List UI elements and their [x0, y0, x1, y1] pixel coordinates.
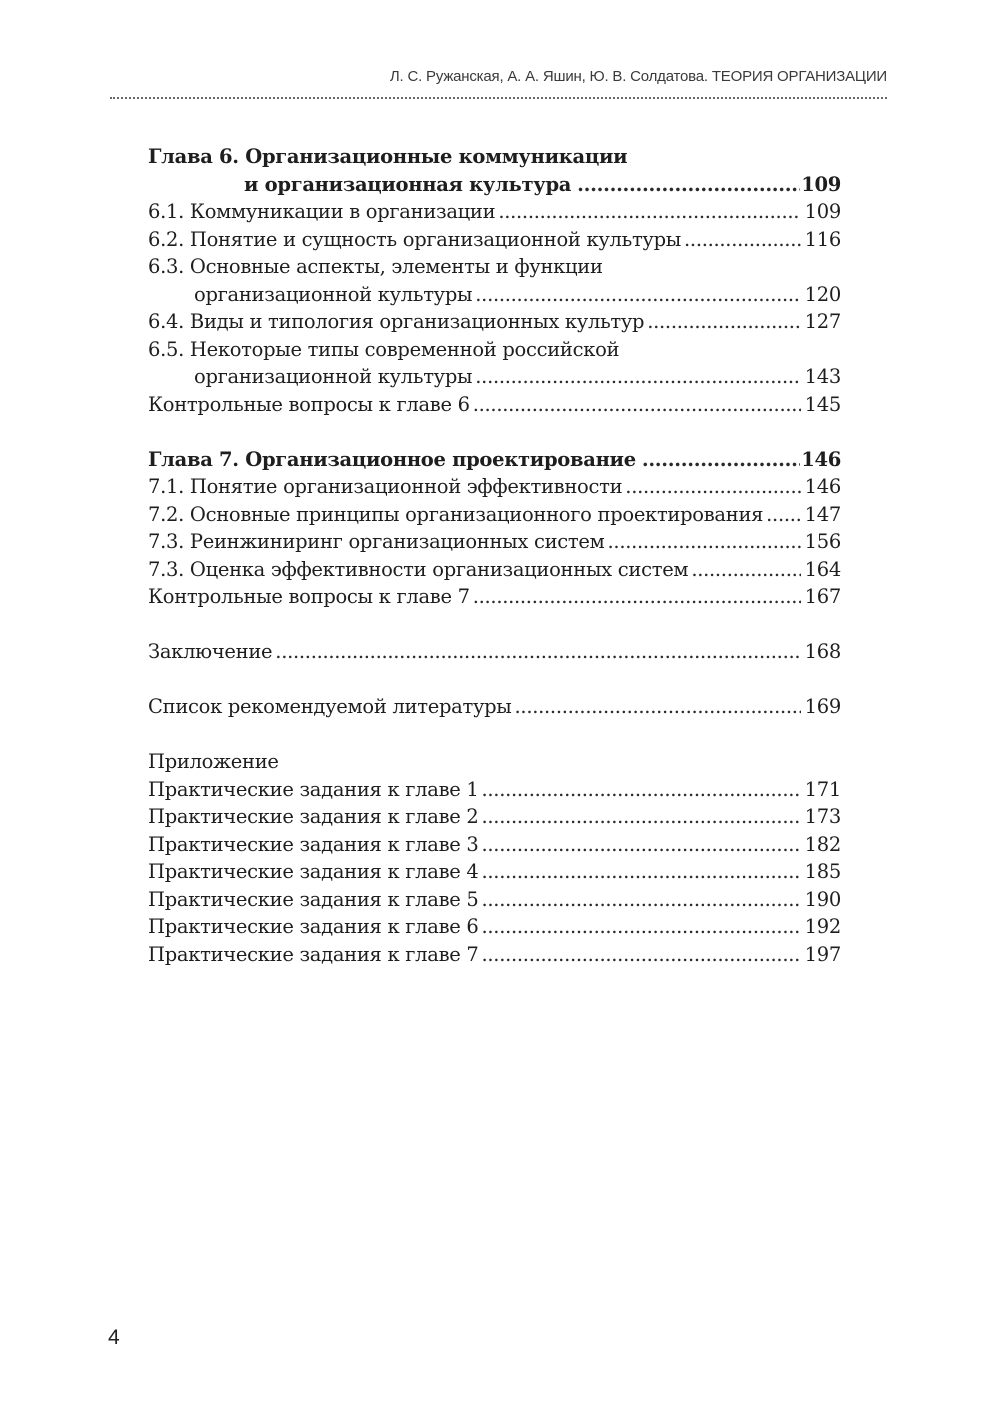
toc-page-number: 156	[804, 530, 841, 553]
toc-page-number: 143	[804, 365, 841, 388]
toc-entry-title: 6.2. Понятие и сущность организационной культуры	[148, 227, 682, 251]
toc-page-number: 146	[801, 447, 841, 471]
toc-entry-title: 6.3. Основные аспекты, элементы и функции	[148, 255, 603, 278]
dot-leader	[275, 638, 800, 666]
toc-entry-title: 6.4. Виды и типология организационных культур	[148, 310, 645, 333]
toc-entry-appendix-4[interactable]	[148, 858, 841, 886]
spacer	[148, 611, 841, 639]
toc-chapter-6-heading[interactable]	[148, 171, 841, 199]
dot-leader	[608, 528, 801, 556]
toc-entry-6-5-line1	[148, 336, 841, 364]
spacer	[148, 721, 841, 749]
toc-page-number: 109	[804, 200, 841, 223]
toc-entry-7-2[interactable]	[148, 501, 841, 529]
dot-leader	[515, 693, 801, 721]
dot-leader	[473, 391, 801, 419]
dot-leader	[625, 473, 800, 501]
toc-entry-title: Практические задания к главе 7	[148, 942, 479, 966]
toc-entry-title: Контрольные вопросы к главе 6	[148, 392, 470, 416]
dot-leader	[482, 858, 801, 886]
toc-entry-title: Практические задания к главе 6	[148, 915, 479, 938]
toc-entry-title: Приложение	[148, 750, 279, 773]
toc-chapter-7-heading[interactable]	[148, 446, 841, 474]
dot-leader	[577, 171, 800, 199]
toc-page-number: 116	[804, 227, 841, 251]
toc-page-number: 146	[804, 475, 841, 498]
toc-entry-title: организационной культуры	[194, 282, 473, 306]
toc-entry-7-questions[interactable]	[148, 583, 841, 611]
dot-leader	[482, 831, 801, 859]
toc-entry-title: 6.1. Коммуникации в организации	[148, 200, 496, 223]
toc-chapter-6-heading-line1	[148, 143, 841, 171]
toc-entry-title: 7.3. Реинжиниринг организационных систем	[148, 530, 605, 553]
dot-leader	[642, 446, 800, 474]
dot-leader	[482, 913, 801, 941]
spacer	[148, 418, 841, 446]
toc-page-number: 185	[804, 860, 841, 883]
toc-entry-appendix-3[interactable]	[148, 831, 841, 859]
toc-entry-6-3-line1	[148, 253, 841, 281]
toc-page-number: 190	[804, 887, 841, 911]
toc-page-number: 197	[804, 942, 841, 966]
header-dotted-rule	[110, 97, 887, 99]
dot-leader	[766, 501, 801, 529]
toc-page-number: 168	[804, 640, 841, 663]
toc-entry-title: организационной культуры	[194, 365, 473, 388]
toc-page-number: 120	[804, 282, 841, 306]
toc-appendix-heading	[148, 748, 841, 776]
toc-entry-title: 7.3. Оценка эффективности организационных систем	[148, 557, 689, 581]
toc-entry-6-4[interactable]	[148, 308, 841, 336]
toc-entry-title: 7.2. Основные принципы организационного проектирования	[148, 502, 764, 526]
toc-entry-7-3[interactable]	[148, 528, 841, 556]
toc-entry-title: Практические задания к главе 3	[148, 832, 479, 856]
toc-entry-6-questions[interactable]	[148, 391, 841, 419]
toc-page-number: 164	[804, 557, 841, 581]
toc-entry-references[interactable]	[148, 693, 841, 721]
toc-entry-title: Контрольные вопросы к главе 7	[148, 585, 470, 608]
toc-entry-appendix-1[interactable]	[148, 776, 841, 804]
toc-entry-appendix-6[interactable]	[148, 913, 841, 941]
toc-entry-title: Заключение	[148, 640, 273, 663]
toc-entry-title: Практические задания к главе 5	[148, 887, 479, 911]
dot-leader	[647, 308, 800, 336]
toc-entry-title: Практические задания к главе 1	[148, 777, 479, 801]
dot-leader	[482, 803, 801, 831]
toc-entry-appendix-2[interactable]	[148, 803, 841, 831]
toc-page-number: 182	[804, 832, 841, 856]
toc-entry-6-1[interactable]	[148, 198, 841, 226]
toc-entry-appendix-5[interactable]	[148, 886, 841, 914]
toc-entry-appendix-7[interactable]	[148, 941, 841, 969]
toc-entry-6-3[interactable]	[148, 281, 841, 309]
dot-leader	[482, 941, 801, 969]
toc-entry-conclusion[interactable]	[148, 638, 841, 666]
dot-leader	[691, 556, 800, 584]
dot-leader	[473, 583, 801, 611]
dot-leader	[482, 776, 801, 804]
dot-leader	[498, 198, 800, 226]
running-head: Л. С. Ружанская, А. А. Яшин, Ю. В. Солдатова. ТЕОРИЯ ОРГАНИЗАЦИИ	[389, 68, 887, 85]
toc-page-number: 169	[804, 695, 841, 718]
dot-leader	[475, 363, 800, 391]
toc-page-number: 145	[804, 392, 841, 416]
toc-entry-title: Глава 6. Организационные коммуникации	[148, 145, 628, 168]
table-of-contents	[148, 143, 841, 968]
dot-leader	[482, 886, 801, 914]
toc-page-number: 173	[804, 805, 841, 828]
toc-page-number: 192	[804, 915, 841, 938]
toc-page-number: 109	[801, 172, 841, 196]
toc-entry-6-5[interactable]	[148, 363, 841, 391]
toc-entry-7-1[interactable]	[148, 473, 841, 501]
toc-entry-title: и организационная культура	[244, 172, 572, 196]
toc-entry-title: Практические задания к главе 2	[148, 805, 479, 828]
dot-leader	[475, 281, 800, 309]
toc-entry-title: Глава 7. Организационное проектирование	[148, 447, 636, 471]
toc-entry-7-4[interactable]	[148, 556, 841, 584]
toc-entry-title: 6.5. Некоторые типы современной российской	[148, 337, 620, 361]
toc-page-number: 127	[804, 310, 841, 333]
toc-entry-6-2[interactable]	[148, 226, 841, 254]
spacer	[148, 666, 841, 694]
toc-page-number: 147	[804, 502, 841, 526]
toc-page-number: 171	[804, 777, 841, 801]
page-number: 4	[108, 1326, 120, 1349]
toc-entry-title: Практические задания к главе 4	[148, 860, 479, 883]
dot-leader	[684, 226, 801, 254]
toc-entry-title: Список рекомендуемой литературы	[148, 695, 512, 718]
toc-page-number: 167	[804, 585, 841, 608]
toc-entry-title: 7.1. Понятие организационной эффективности	[148, 475, 623, 498]
